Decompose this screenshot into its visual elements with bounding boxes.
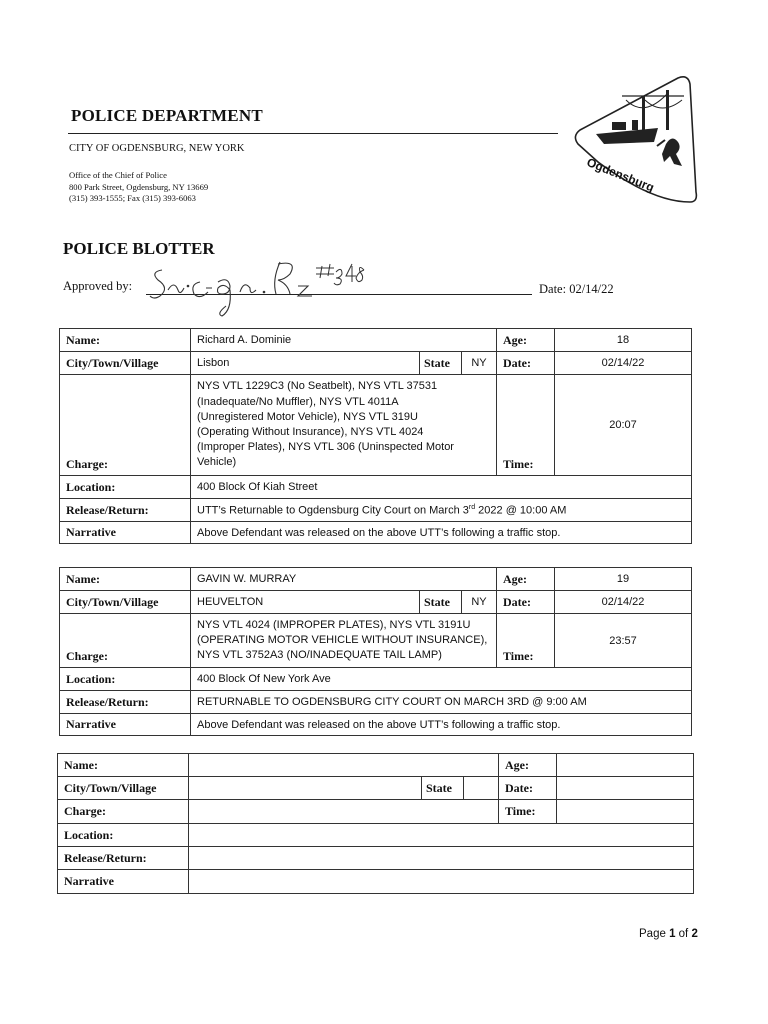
date-value: 02/14/22: [569, 282, 614, 296]
state-value: NY: [462, 591, 497, 614]
charge-line: (OPERATING MOTOR VEHICLE WITHOUT INSURANCE),: [197, 633, 488, 646]
narrative-label: Narrative: [60, 522, 191, 544]
office-address: [69, 170, 208, 205]
location-label: Location:: [60, 476, 191, 499]
blotter-entry-3: [57, 753, 694, 894]
charge-value: [191, 375, 497, 476]
name-label: Name:: [60, 329, 191, 352]
name-label: Name:: [58, 754, 189, 777]
age-label: Age:: [497, 329, 555, 352]
name-value: [189, 754, 499, 777]
release-text-end: 2022 @ 10:00 AM: [475, 504, 567, 517]
office-line-2: 800 Park Street, Ogdensburg, NY 13669: [69, 181, 209, 192]
city-label: City/Town/Village: [60, 591, 191, 614]
age-value: 18: [555, 329, 692, 352]
date-label: Date:: [497, 591, 555, 614]
age-value: 19: [555, 568, 692, 591]
name-value: Richard A. Dominie: [191, 329, 497, 352]
name-label: Name:: [60, 568, 191, 591]
time-value: 23:57: [555, 614, 692, 668]
blotter-title: POLICE BLOTTER: [63, 239, 215, 258]
age-value: [557, 754, 694, 777]
page-of: of: [675, 928, 692, 940]
page-current: 1: [669, 928, 676, 940]
date-label: Date:: [499, 777, 557, 800]
name-value: GAVIN W. MURRAY: [191, 568, 497, 591]
charge-line: NYS VTL 3752A3 (NO/INADEQUATE TAIL LAMP): [197, 649, 442, 662]
charge-value: [189, 800, 499, 824]
charge-line: (Improper Plates), NYS VTL 306 (Uninspected Motor: [197, 441, 454, 454]
date-value: 02/14/22: [555, 591, 692, 614]
blotter-date: [539, 282, 614, 297]
page-total: 2: [691, 928, 698, 940]
office-line-1: Office of the Chief of Police: [69, 170, 167, 180]
state-label: State: [420, 591, 462, 614]
city-label: City/Town/Village: [58, 777, 189, 800]
charge-value: [191, 614, 497, 668]
narrative-label: Narrative: [58, 870, 189, 894]
date-value: 02/14/22: [555, 352, 692, 375]
release-ordinal: rd: [468, 503, 476, 511]
page-number: [639, 928, 698, 940]
header-divider: [68, 133, 558, 134]
location-label: Location:: [60, 668, 191, 691]
release-value: [189, 847, 694, 870]
date-value: [557, 777, 694, 800]
narrative-value: Above Defendant was released on the above UTT’s following a traffic stop.: [191, 522, 692, 544]
time-label: Time:: [497, 375, 555, 476]
blotter-entry-2: [59, 567, 692, 736]
page-prefix: Page: [639, 928, 670, 940]
location-value: 400 Block Of Kiah Street: [191, 476, 692, 499]
narrative-value: [189, 870, 694, 894]
approved-by-label: Approved by:: [63, 279, 133, 293]
release-label: Release/Return:: [60, 499, 191, 522]
city-label: City/Town/Village: [60, 352, 191, 375]
ogdensburg-logo: [562, 70, 702, 210]
age-label: Age:: [499, 754, 557, 777]
charge-label: Charge:: [58, 800, 189, 824]
office-line-3: (315) 393-1555; Fax (315) 393-6063: [69, 193, 196, 203]
time-value: 20:07: [555, 375, 692, 476]
charge-line: NYS VTL 1229C3 (No Seatbelt), NYS VTL 37531: [197, 380, 438, 393]
charge-line: Vehicle): [197, 456, 237, 469]
blotter-entry-1: [59, 328, 692, 544]
release-text: UTT’s Returnable to Ogdensburg City Court on March 3: [197, 504, 469, 517]
logo-text: Ogdensburg: [584, 155, 657, 195]
department-title: POLICE DEPARTMENT: [71, 106, 263, 125]
state-value: NY: [462, 352, 497, 375]
charge-line: NYS VTL 4024 (IMPROPER PLATES), NYS VTL 3191U: [197, 618, 471, 631]
location-value: 400 Block Of New York Ave: [191, 668, 692, 691]
date-label: Date:: [497, 352, 555, 375]
release-label: Release/Return:: [60, 691, 191, 714]
charge-line: (Operating Without Insurance), NYS VTL 4024: [197, 426, 424, 438]
narrative-value: Above Defendant was released on the above UTT’s following a traffic stop.: [191, 714, 692, 736]
state-label: State: [422, 777, 464, 800]
charge-line: (Unregistered Motor Vehicle), NYS VTL 319U: [197, 410, 418, 423]
date-label: Date:: [539, 282, 567, 296]
city-name: CITY OF OGDENSBURG, NEW YORK: [69, 143, 245, 154]
charge-label: Charge:: [60, 614, 191, 668]
city-value: [189, 777, 422, 800]
time-label: Time:: [497, 614, 555, 668]
state-label: State: [420, 352, 462, 375]
narrative-label: Narrative: [60, 714, 191, 736]
charge-label: Charge:: [60, 375, 191, 476]
time-label: Time:: [499, 800, 557, 824]
charge-line: (Inadequate/No Muffler), NYS VTL 4011A: [197, 395, 399, 408]
release-value: RETURNABLE TO OGDENSBURG CITY COURT ON MARCH 3RD @ 9:00 AM: [191, 691, 692, 714]
location-label: Location:: [58, 824, 189, 847]
age-label: Age:: [497, 568, 555, 591]
location-value: [189, 824, 694, 847]
release-label: Release/Return:: [58, 847, 189, 870]
approver-signature: [148, 252, 388, 322]
city-value: HEUVELTON: [191, 591, 420, 614]
state-value: [464, 777, 499, 800]
time-value: [557, 800, 694, 824]
city-value: Lisbon: [191, 352, 420, 375]
release-value: [191, 499, 692, 522]
